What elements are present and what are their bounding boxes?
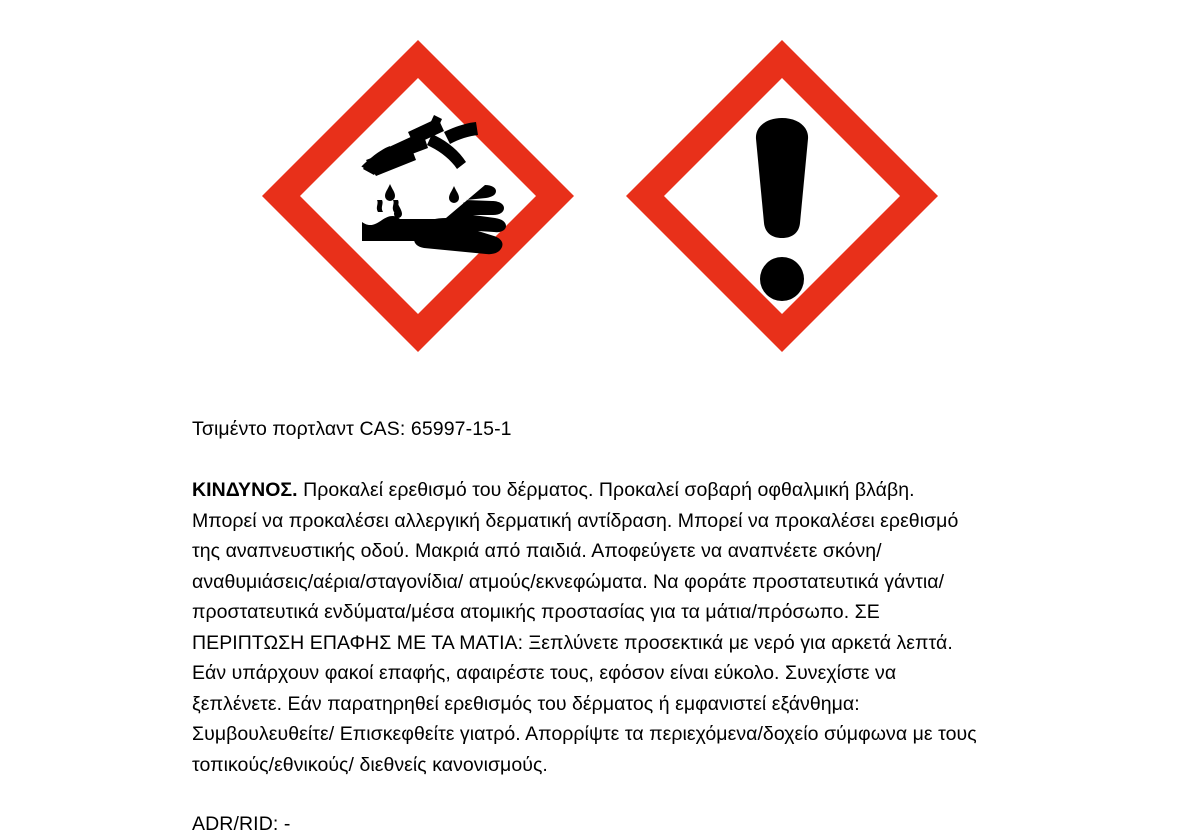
ghs-corrosion-icon (258, 36, 578, 356)
hazard-statement-text: Προκαλεί ερεθισμό του δέρματος. Προκαλεί σοβαρή οφθαλμική βλάβη. Μπορεί να προκαλέσει αλλεργική δερματική αντίδραση. Μπορεί να προκαλέσει ερεθισμό της αναπνευστικής οδού. Μακριά από παιδιά. Αποφεύγετε να αναπνέετε σκόνη/αναθυμιάσεις/αέρια/σταγονίδια/ ατμούς/εκνεφώματα. Να φοράτε προστατευτικά γάντια/προστατευτικά ενδύματα/μέσα ατομικής προστασίας για τα μάτια/πρόσωπο. ΣΕ ΠΕΡΙΠΤΩΣΗ ΕΠΑΦΗΣ ΜΕ ΤΑ ΜΑΤΙΑ: Ξεπλύνετε προσεκτικά με νερό για αρκετά λεπτά. Εάν υπάρχουν φακοί επαφής, αφαιρέστε τους, εφόσον είναι εύκολο. Συνεχίστε να ξεπλένετε. Εάν παρατηρηθεί ερεθισμός του δέρματος ή εμφανιστεί εξάνθημα: Συμβουλευθείτε/ Επισκεφθείτε γιατρό. Απορρίψτε τα περιεχόμενα/δοχείο σύμφωνα με τους τοπικούς/εθνικούς/ διεθνείς κανονισμούς. (192, 479, 977, 776)
adr-rid-line: ADR/RID: - (192, 813, 291, 835)
pictogram-row (0, 0, 1200, 400)
signal-word: ΚΙΝΔΥΝΟΣ. (192, 479, 298, 501)
ghs-corrosion-pictogram (258, 36, 578, 356)
exclamation-mark-icon (622, 36, 942, 356)
substance-cas-line: Τσιμέντο πορτλαντ CAS: 65997-15-1 (192, 418, 512, 440)
ghs-exclamation-mark-pictogram (622, 36, 942, 356)
hazard-text-block (192, 415, 982, 838)
hazard-statement-paragraph (192, 475, 982, 780)
